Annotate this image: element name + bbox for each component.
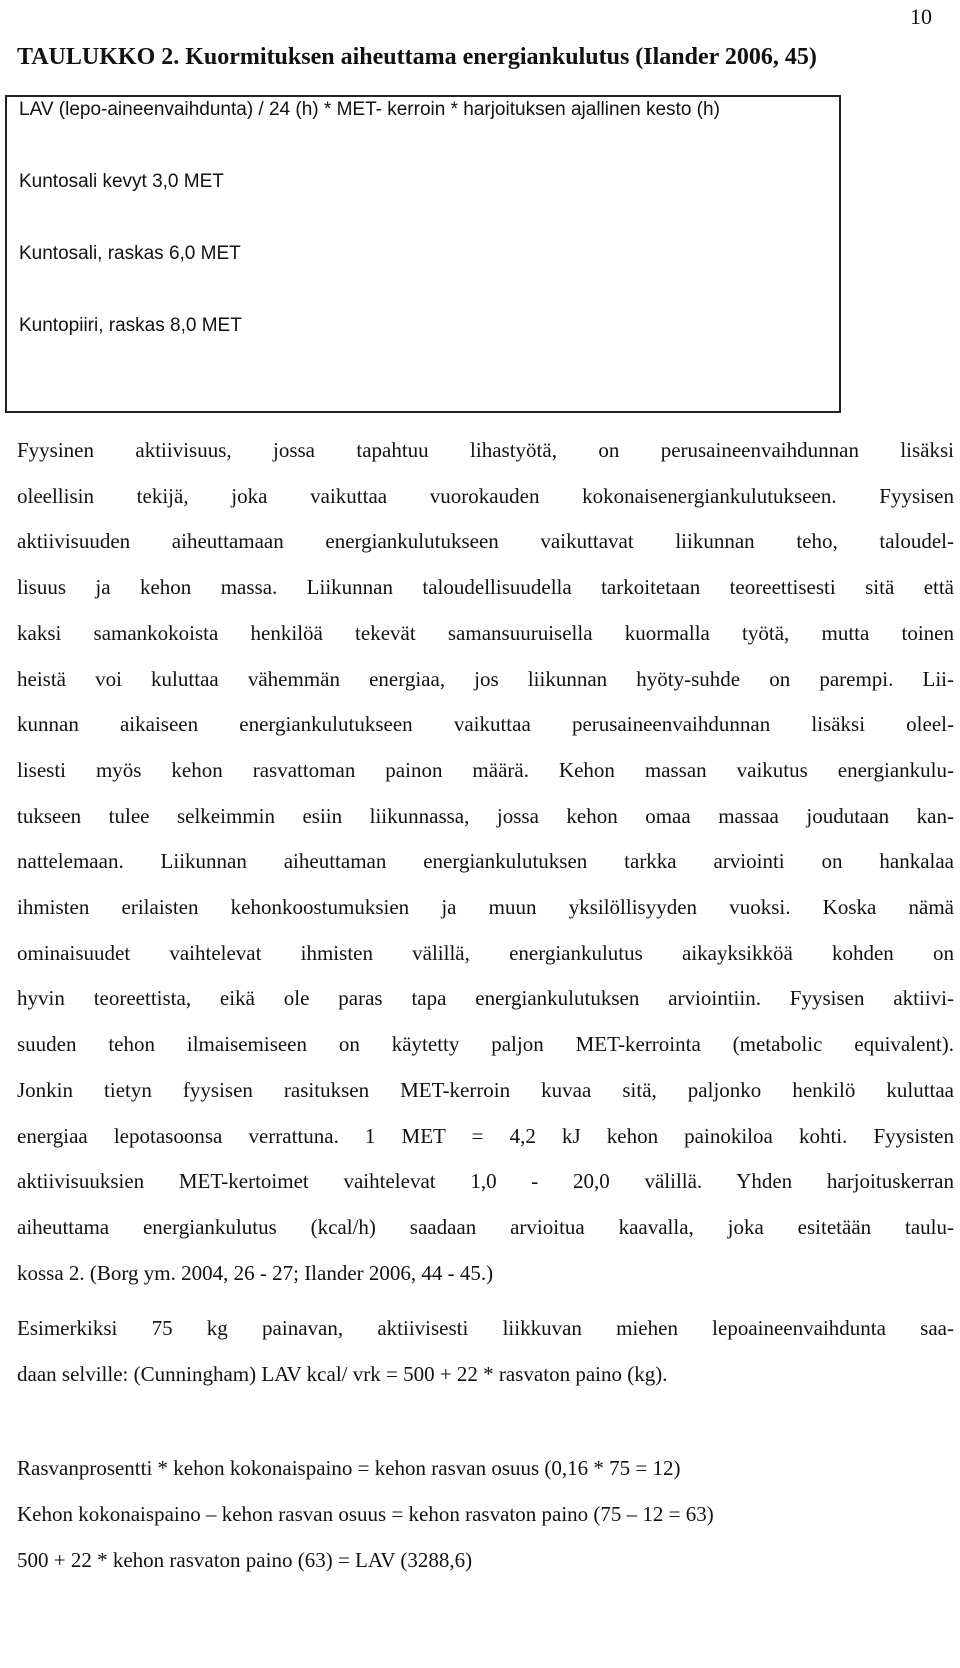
calculation-line: 500 + 22 * kehon rasvaton paino (63) = LAV (3288,6) [17, 1548, 473, 1572]
paragraph-line: kossa 2. (Borg ym. 2004, 26 - 27; Ilander 2006, 44 - 45.) [17, 1260, 494, 1285]
table-row-kuntopiiri-raskas: Kuntopiiri, raskas 8,0 MET [19, 315, 242, 336]
paragraph-line: ominaisuudet vaihtelevat ihmisten välillä, energiankulutus aikayksikköä kohden on [17, 940, 954, 965]
paragraph-line: aktiivisuuksien MET-kertoimet vaihtelevat 1,0 - 20,0 välillä. Yhden harjoituskerran [17, 1169, 954, 1194]
table-top-border [7, 95, 839, 97]
calculation-line: Kehon kokonaispaino – kehon rasvan osuus = kehon rasvaton paino (75 – 12 = 63) [17, 1502, 714, 1526]
paragraph-line: Jonkin tietyn fyysisen rasituksen MET-kerroin kuvaa sitä, paljonko henkilö kuluttaa [17, 1077, 954, 1102]
paragraph-line: daan selville: (Cunningham) LAV kcal/ vrk = 500 + 22 * rasvaton paino (kg). [17, 1361, 668, 1386]
paragraph-line: lisesti myös kehon rasvattoman painon määrä. Kehon massan vaikutus energiankulu- [17, 757, 954, 782]
paragraph-line: suuden tehon ilmaisemiseen on käytetty paljon MET-kerrointa (metabolic equivalent). [17, 1032, 954, 1057]
paragraph-line: heistä voi kuluttaa vähemmän energiaa, jos liikunnan hyöty-suhde on parempi. Lii- [17, 666, 954, 691]
table-row-formula: LAV (lepo-aineenvaihdunta) / 24 (h) * MET- kerroin * harjoituksen ajallinen kesto (h) [19, 99, 720, 120]
calculation-line: Rasvanprosentti * kehon kokonaispaino = kehon rasvan osuus (0,16 * 75 = 12) [17, 1456, 681, 1480]
paragraph-line: kaksi samankokoista henkilöä tekevät samansuuruisella kuormalla työtä, mutta toinen [17, 620, 954, 645]
paragraph-line: oleellisin tekijä, joka vaikuttaa vuorokauden kokonaisenergiankulutukseen. Fyysisen [17, 483, 954, 508]
paragraph-line: nattelemaan. Liikunnan aiheuttaman energiankulutuksen tarkka arviointi on hankalaa [17, 849, 954, 874]
table-row-kuntosali-raskas: Kuntosali, raskas 6,0 MET [19, 243, 241, 264]
paragraph-line: kunnan aikaiseen energiankulutukseen vaikuttaa perusaineenvaihdunnan lisäksi oleel- [17, 712, 954, 737]
calculation-lines [17, 1445, 954, 1583]
paragraph-line: energiaa lepotasoonsa verrattuna. 1 MET = 4,2 kJ kehon painokiloa kohti. Fyysisten [17, 1123, 954, 1148]
paragraph-line: aktiivisuuden aiheuttamaan energiankulutukseen vaikuttavat liikunnan teho, taloudel- [17, 529, 954, 554]
paragraph-line: ihmisten erilaisten kehonkoostumuksien ja muun yksilöllisyyden vuoksi. Koska nämä [17, 895, 954, 920]
paragraph-line: hyvin teoreettista, eikä ole paras tapa energiankulutuksen arviointiin. Fyysisen aktiivi- [17, 986, 954, 1011]
paragraph-line: Esimerkiksi 75 kg painavan, aktiivisesti liikkuvan miehen lepoaineenvaihdunta saa- [17, 1316, 954, 1340]
table-row-kuntosali-kevyt: Kuntosali kevyt 3,0 MET [19, 171, 224, 192]
paragraph-main [17, 428, 954, 1296]
formula-table [5, 95, 841, 413]
paragraph-line: lisuus ja kehon massa. Liikunnan taloudellisuudella tarkoitetaan teoreettisesti sitä että [17, 575, 954, 600]
table-title: TAULUKKO 2. Kuormituksen aiheuttama energiankulutus (Ilander 2006, 45) [17, 44, 817, 70]
paragraph-line: tukseen tulee selkeimmin esiin liikunnassa, jossa kehon omaa massaa joudutaan kan- [17, 803, 954, 828]
page-number: 10 [910, 4, 932, 29]
paragraph-line: Fyysinen aktiivisuus, jossa tapahtuu lihastyötä, on perusaineenvaihdunnan lisäksi [17, 438, 954, 462]
paragraph-example [17, 1306, 954, 1397]
paragraph-line: aiheuttama energiankulutus (kcal/h) saadaan arvioitua kaavalla, joka esitetään taulu- [17, 1214, 954, 1239]
